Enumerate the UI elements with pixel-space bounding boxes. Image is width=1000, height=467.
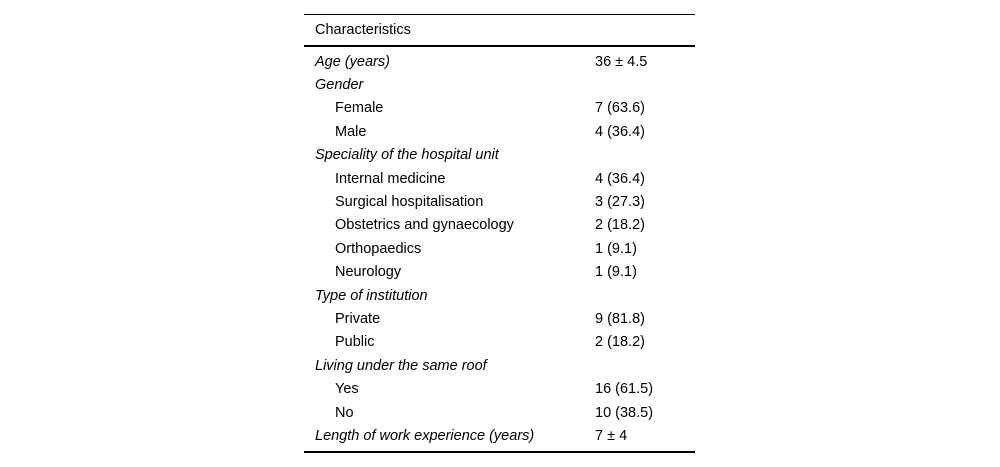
row-value: 4 (36.4) [595, 123, 645, 140]
row-value: 2 (18.2) [595, 217, 645, 234]
row-label: Age (years) [315, 53, 390, 70]
row-label: Obstetrics and gynaecology [335, 217, 514, 234]
table-row-neurology [304, 261, 695, 284]
table-row-age [304, 50, 695, 73]
row-label: Female [335, 100, 384, 117]
row-value: 16 (61.5) [595, 381, 654, 398]
table-row-obstetrics-gynaecology [304, 214, 695, 237]
row-value: 2 (18.2) [595, 334, 645, 351]
table-row-internal-medicine [304, 167, 695, 190]
table-bottom-rule [304, 451, 695, 453]
table-row-work-experience [304, 424, 695, 447]
row-label: Private [335, 310, 381, 327]
table-row-living-same-roof [304, 354, 695, 377]
table-row-public [304, 331, 695, 354]
row-label: Type of institution [315, 287, 428, 304]
table-header-label: Characteristics [315, 22, 411, 38]
table-row-yes [304, 377, 695, 400]
table-row-male [304, 120, 695, 143]
row-value: 36 ± 4.5 [595, 53, 648, 70]
row-label: No [335, 404, 354, 421]
row-value: 3 (27.3) [595, 194, 645, 211]
table-row-gender [304, 73, 695, 96]
row-label: Yes [335, 381, 359, 398]
table-row-no [304, 401, 695, 424]
row-label: Orthopaedics [335, 240, 422, 257]
row-value: 1 (9.1) [595, 240, 637, 257]
row-label: Living under the same roof [315, 357, 487, 374]
table-row-female [304, 97, 695, 120]
table-row-orthopaedics [304, 237, 695, 260]
row-label: Internal medicine [335, 170, 446, 187]
row-label: Neurology [335, 264, 402, 281]
row-label: Surgical hospitalisation [335, 194, 484, 211]
row-value: 7 ± 4 [595, 427, 628, 444]
table-row-surgical-hospitalisation [304, 190, 695, 213]
row-value: 1 (9.1) [595, 264, 637, 281]
row-value: 10 (38.5) [595, 404, 654, 421]
table-row-type-of-institution [304, 284, 695, 307]
row-value: 4 (36.4) [595, 170, 645, 187]
row-label: Length of work experience (years) [315, 427, 535, 444]
characteristics-table [304, 14, 695, 453]
row-label: Speciality of the hospital unit [315, 147, 499, 164]
table-row-speciality [304, 144, 695, 167]
row-value: 9 (81.8) [595, 310, 645, 327]
row-label: Male [335, 123, 367, 140]
row-value: 7 (63.6) [595, 100, 645, 117]
table-row-private [304, 307, 695, 330]
table-header-row [304, 15, 695, 45]
table-body [304, 47, 695, 451]
row-label: Gender [315, 77, 364, 94]
row-label: Public [335, 334, 375, 351]
